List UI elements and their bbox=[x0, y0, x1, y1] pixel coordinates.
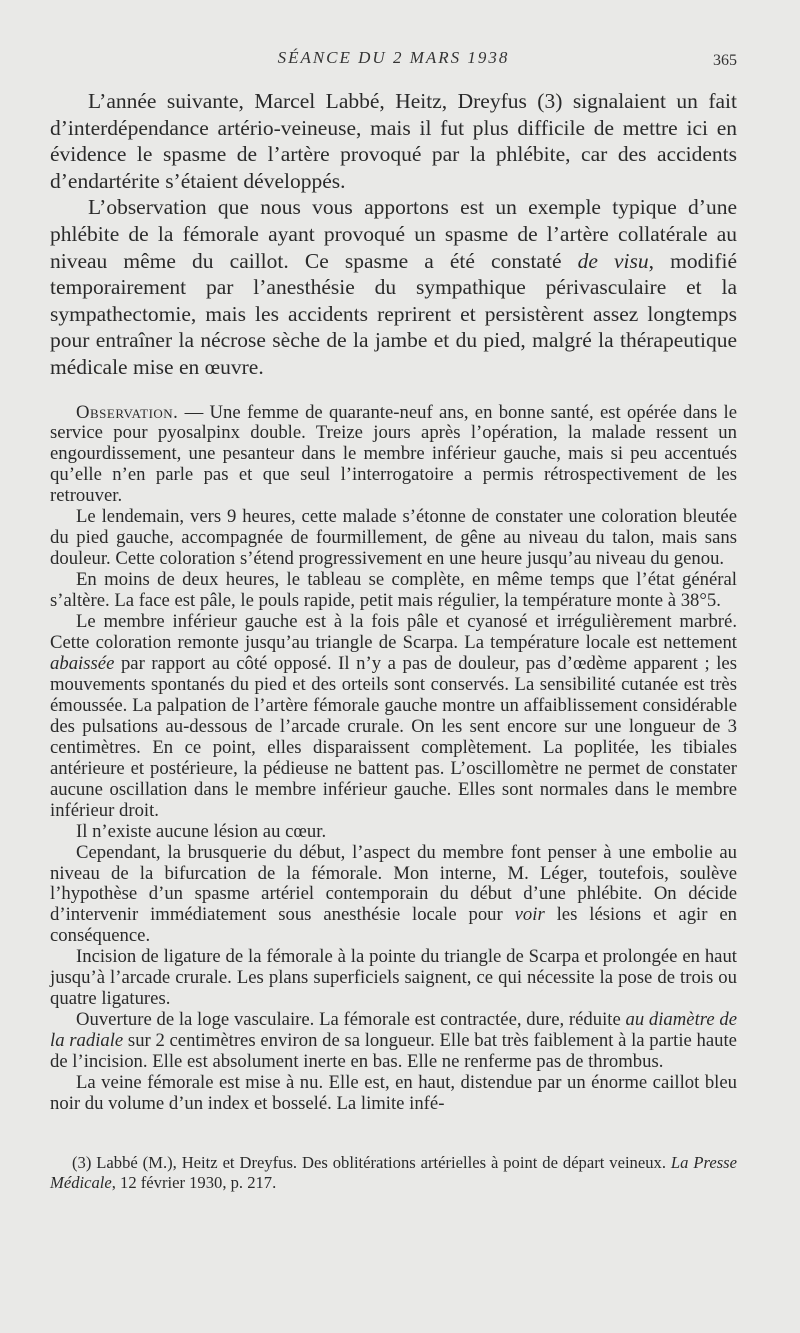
observation-text: Incision de ligature de la fémorale à la pointe du triangle de Scarpa et prolongée en haut jusqu’à l’arcade crurale. Les plans superficiels saignent, ce qui nécessite la pose de trois ou quatre ligatures. bbox=[50, 946, 737, 1010]
page-header bbox=[50, 44, 737, 76]
observation-text: par rapport au côté opposé. Il n’y a pas de douleur, pas d’œdème apparent ; les mouvements spontanés du pied et des orteils sont conservés. La sensibilité cutanée est très émoussée. La palpation de l’artère fémorale gauche montre un affaiblissement considérable des pulsations au-dessous de l’arcade crurale. On les sent encore sur une longueur de 3 centimètres. En ce point, elles disparaissent complètement. La poplitée, les tibiales antérieure et postérieure, la pédieuse ne battent pas. L’oscillomètre ne permet de constater aucune oscillation dans le membre inférieur gauche. Elles sont normales dans le membre inférieur droit. bbox=[50, 652, 737, 821]
observation-paragraph bbox=[50, 612, 737, 822]
page-number: 365 bbox=[713, 52, 737, 69]
running-title: SÉANCE DU 2 MARS 1938 bbox=[277, 48, 510, 67]
italic-phrase: au diamètre de la radiale bbox=[50, 1009, 737, 1052]
observation-text: Ouverture de la loge vasculaire. La fémorale est contractée, dure, réduite bbox=[76, 1009, 626, 1031]
intro-text: , modifié temporairement par l’anesthésie du sympathique périvasculaire et la sympathectomie, mais les accidents reprirent et persistèrent assez longtemps pour entraîner la nécrose sèche de la jambe et du pied, malgré la thérapeutique médicale mise en œuvre. bbox=[50, 248, 737, 379]
observation-text: sur 2 centimètres environ de sa longueur. Elle bat très faiblement à la partie haute de l’incision. Elle est absolument inerte en bas. Elle ne renferme pas de thrombus. bbox=[50, 1030, 737, 1073]
observation-paragraph bbox=[50, 403, 737, 508]
footnote bbox=[50, 1153, 737, 1193]
footnote-part: , 12 février 1930, p. 217. bbox=[111, 1172, 277, 1192]
observation-text: La veine fémorale est mise à nu. Elle est, en haut, distendue par un énorme caillot bleu noir du volume d’un index et bosselé. La limite infé- bbox=[50, 1072, 737, 1114]
italic-phrase: voir bbox=[514, 904, 545, 926]
observation-paragraph bbox=[50, 570, 737, 612]
observation-paragraph bbox=[50, 822, 737, 843]
observation-paragraph bbox=[50, 1010, 737, 1073]
observation-paragraph bbox=[50, 843, 737, 948]
observation-label: Observation. bbox=[76, 401, 179, 423]
footnote-part: (3) Labbé (M.), Heitz et Dreyfus. Des oblitérations artérielles à point de départ veineux. bbox=[72, 1152, 671, 1172]
italic-phrase: de visu bbox=[577, 248, 649, 273]
observation-text: Cependant, la brusquerie du début, l’aspect du membre font penser à une embolie au niveau de la bifurcation de la fémorale. Mon interne, M. Léger, toutefois, soulève l’hypothèse d’un spasme artériel contemporain du début d’une phlébite. On décide d’intervenir immédiatement sous anesthésie locale pour bbox=[50, 841, 737, 926]
journal-title: La Presse Médicale bbox=[50, 1152, 737, 1192]
observation-paragraph bbox=[50, 507, 737, 570]
intro-paragraph bbox=[50, 194, 737, 380]
observation-paragraph bbox=[50, 1073, 737, 1115]
observation-text: Le membre inférieur gauche est à la fois pâle et cyanosé et irrégulièrement marbré. Cette coloration remonte jusqu’au triangle de Scarpa. La température locale est nettement bbox=[50, 611, 737, 654]
observation-text: Le lendemain, vers 9 heures, cette malade s’étonne de constater une coloration bleutée du pied gauche, accompagnée de fourmillement, de gêne au niveau du talon, mais sans douleur. Cette coloration s’étend progressivement en une heure jusqu’au niveau du genou. bbox=[50, 506, 737, 570]
intro-paragraph bbox=[50, 88, 737, 194]
observation-paragraph bbox=[50, 947, 737, 1010]
observation-text: Il n’existe aucune lésion au cœur. bbox=[76, 820, 327, 842]
observation-text: — Une femme de quarante-neuf ans, en bonne santé, est opérée dans le service pour pyosalpinx double. Treize jours après l’opération, la malade ressent un engourdissement, une pesanteur dans le membre inférieur gauche, mais si peu accentués qu’elle n’en parle pas et que seul l’interrogatoire a permis rétrospectivement de les retrouver. bbox=[50, 401, 737, 507]
observation-text: En moins de deux heures, le tableau se complète, en même temps que l’état général s’altère. La face est pâle, le pouls rapide, petit mais régulier, la température monte à 38°5. bbox=[50, 569, 737, 612]
intro-section bbox=[50, 88, 737, 381]
italic-phrase: abaissée bbox=[50, 652, 115, 674]
observation-text: les lésions et agir en conséquence. bbox=[50, 904, 737, 947]
footnote-text bbox=[50, 1153, 737, 1193]
intro-text: L’année suivante, Marcel Labbé, Heitz, Dreyfus (3) signalaient un fait d’interdépendance artério-veineuse, mais il fut plus difficile de mettre ici en évidence le spasme de l’artère provoqué par la phlébite, car des accidents d’endartérite s’étaient développés. bbox=[50, 89, 737, 193]
observation-section bbox=[50, 403, 737, 1115]
intro-text: L’observation que nous vous apportons est un exemple typique d’une phlébite de la fémorale ayant provoqué un spasme de l’artère collatérale au niveau même du caillot. Ce spasme a été constaté bbox=[50, 195, 737, 273]
